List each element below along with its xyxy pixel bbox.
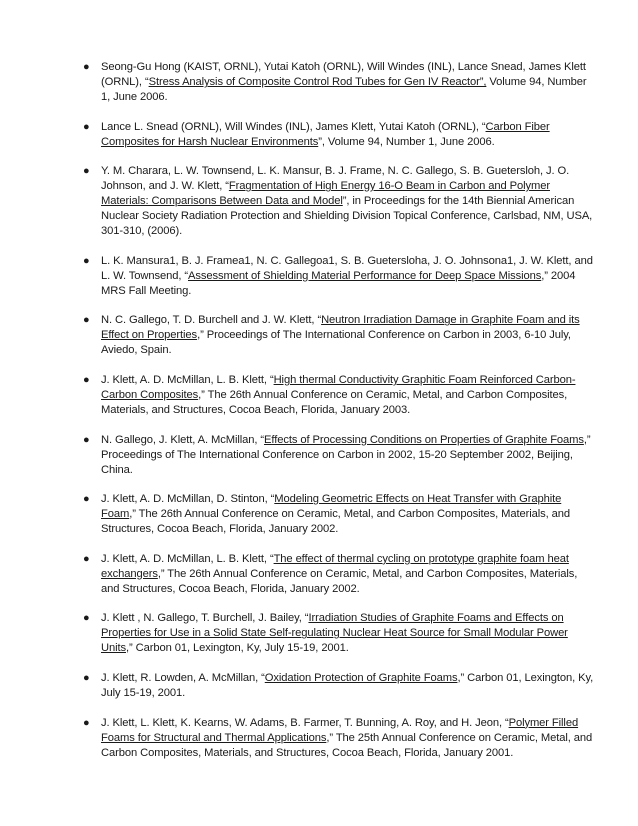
reference-title-link[interactable]: Polymer Filled Foams for Structural and Thermal Applications	[101, 716, 579, 744]
reference-title-link[interactable]: Stress Analysis of Composite Control Rod Tubes for Gen IV Reactor”,	[148, 76, 487, 88]
reference-authors: Lance L. Snead (ORNL), Will Windes (INL), James Klett, Yutai Katoh (ORNL), “	[101, 120, 486, 133]
bullet-icon: ●	[83, 552, 90, 565]
reference-item	[83, 164, 598, 239]
reference-item	[83, 60, 598, 105]
reference-authors: J. Klett , N. Gallego, T. Burchell, J. Bailey, “	[101, 612, 309, 625]
reference-authors: J. Klett, A. D. McMillan, L. B. Klett, “	[101, 552, 274, 565]
bullet-icon: ●	[83, 612, 90, 625]
reference-title-link[interactable]: Assessment of Shielding Material Performance for Deep Space Missions	[188, 269, 542, 282]
reference-title-link[interactable]: High thermal Conductivity Graphitic Foam Reinforced Carbon-Carbon Composites	[101, 373, 576, 401]
reference-item	[83, 373, 598, 418]
bullet-icon: ●	[83, 254, 90, 267]
reference-source: ”, Volume 94, Number 1, June 2006.	[318, 135, 495, 148]
reference-item	[83, 671, 598, 701]
reference-item	[83, 611, 598, 656]
bullet-icon: ●	[83, 120, 90, 133]
reference-title-link[interactable]: Carbon Fiber Composites for Harsh Nuclear Environments	[101, 120, 550, 148]
reference-authors: L. K. Mansura1, B. J. Framea1, N. C. Gallegoa1, S. B. Guetersloha, J. O. Johnsona1, J. W. Klett, and L. W. Townsend, “	[101, 254, 593, 282]
bullet-icon: ●	[83, 433, 90, 446]
bullet-icon: ●	[83, 716, 90, 729]
reference-list	[83, 60, 598, 761]
reference-authors: J. Klett, A. D. McMillan, D. Stinton, “	[101, 493, 275, 506]
reference-source: ,” 2004 MRS Fall Meeting.	[101, 269, 576, 297]
reference-authors: N. Gallego, J. Klett, A. McMillan, “	[101, 433, 265, 446]
bullet-icon: ●	[83, 493, 90, 506]
reference-source: ,” The 25th Annual Conference on Ceramic, Metal, and Carbon Composites, Materials, and Structures, Cocoa Beach, Florida, January 2001.	[101, 731, 593, 759]
reference-source: ,” The 26th Annual Conference on Ceramic, Metal, and Carbon Composites, Materials, and Structures, Cocoa Beach, Florida, January 2002.	[101, 567, 578, 595]
reference-title-link[interactable]: Neutron Irradiation Damage in Graphite Foam and its Effect on Properties	[101, 314, 580, 342]
reference-title-link[interactable]: Effects of Processing Conditions on Properties of Graphite Foams	[264, 433, 584, 446]
reference-source: ,” The 26th Annual Conference on Ceramic, Metal, and Carbon Composites, Materials, and Structures, Cocoa Beach, Florida, January 2003.	[101, 388, 568, 416]
reference-source: ”, in Proceedings for the 14th Biennial American Nuclear Society Radiation Protection and Shielding Division Topical Conference, Carlsbad, NM, USA, 301-310, (2006).	[101, 195, 593, 238]
reference-authors: J. Klett, L. Klett, K. Kearns, W. Adams, B. Farmer, T. Bunning, A. Roy, and H. Jeon, “	[101, 716, 509, 729]
reference-source: ,” Carbon 01, Lexington, Ky, July 15-19, 2001.	[101, 671, 594, 699]
bullet-icon: ●	[83, 671, 90, 684]
reference-authors: J. Klett, R. Lowden, A. McMillan, “	[101, 671, 265, 684]
reference-source: ,” Proceedings of The International Conference on Carbon in 2003, 6-10 July, Aviedo, Spain.	[101, 329, 571, 357]
reference-authors: J. Klett, A. D. McMillan, L. B. Klett, “	[101, 373, 274, 386]
reference-title-link[interactable]: Fragmentation of High Energy 16-O Beam in Carbon and Polymer Materials: Comparisons Between Data and Model	[101, 180, 550, 208]
reference-item	[83, 433, 598, 478]
reference-authors: Y. M. Charara, L. W. Townsend, L. K. Mansur, B. J. Frame, N. C. Gallego, S. B. Guetersloh, J. O. Johnson, and J. W. Klett, “	[101, 165, 570, 193]
reference-title-link[interactable]: Irradiation Studies of Graphite Foams and Effects on Properties for Use in a Solid State Self-regulating Nuclear Heat Source for Small Modular Power Units	[101, 612, 568, 655]
bullet-icon: ●	[83, 165, 90, 178]
reference-title-link[interactable]: The effect of thermal cycling on prototype graphite foam heat exchangers	[101, 552, 569, 580]
reference-item	[83, 552, 598, 597]
reference-item	[83, 254, 598, 299]
bullet-icon: ●	[83, 314, 90, 327]
bullet-icon: ●	[83, 373, 90, 386]
bullet-icon: ●	[83, 61, 90, 73]
reference-item	[83, 120, 598, 150]
reference-item	[83, 716, 598, 761]
reference-item	[83, 492, 598, 537]
reference-title-link[interactable]: Modeling Geometric Effects on Heat Transfer with Graphite Foam	[101, 493, 562, 521]
reference-source: ,” Proceedings of The International Conference on Carbon in 2002, 15-20 September 2002, Beijing, China.	[101, 433, 591, 476]
reference-authors: Seong-Gu Hong (KAIST, ORNL), Yutai Katoh (ORNL), Will Windes (INL), Lance Snead, James Klett (ORNL), “	[101, 61, 586, 88]
reference-source: ,” The 26th Annual Conference on Ceramic, Metal, and Carbon Composites, Materials, and Structures, Cocoa Beach, Florida, January 2002.	[101, 508, 570, 536]
reference-source: Volume 94, Number 1, June 2006.	[101, 76, 587, 103]
reference-title-link[interactable]: Oxidation Protection of Graphite Foams	[264, 671, 458, 684]
reference-authors: N. C. Gallego, T. D. Burchell and J. W. Klett, “	[101, 314, 322, 327]
reference-source: ,” Carbon 01, Lexington, Ky, July 15-19, 2001.	[126, 642, 349, 655]
reference-item	[83, 313, 598, 358]
